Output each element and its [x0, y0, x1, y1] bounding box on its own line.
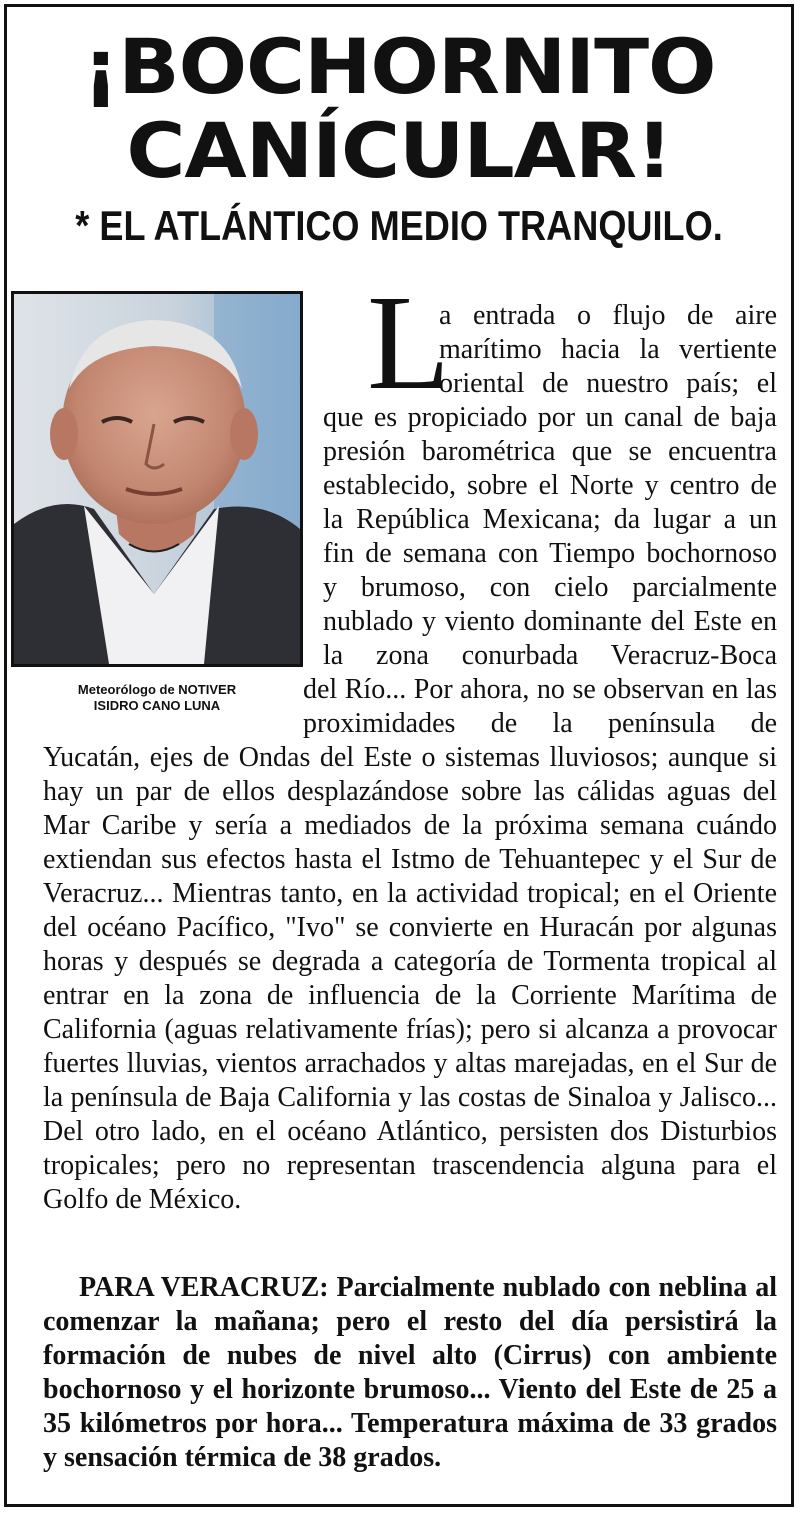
paragraph-1-right-column: que es propiciado por un canal de baja presión barométrica que se encuentra establecido, sobre el Norte y centro de la República Mexicana; da lugar a un fin de semana con Tiempo bochornoso y brumoso, con cielo parcialmente nublado y viento dominante del Este en la zona conurbada Veracruz-Boca	[323, 402, 777, 671]
paragraph-1-full-width: Yucatán, ejes de Ondas del Este o sistemas lluviosos; aunque si hay un par de ellos desplazándose sobre las cálidas aguas del Mar Caribe y sería a mediados de la próxima semana cuándo extiendan sus efectos hasta el Istmo de Tehuantepec y el Sur de Veracruz... Mientras tanto, en la actividad tropical; en el Oriente del océano Pacífico, "Ivo" se convierte en Huracán por algunas horas y después se degrada a categoría de Tormenta tropical al entrar en la zona de influencia de la Corriente Marítima de California (aguas relativamente frías); pero si alcanza a provocar fuertes lluvias, vientos arrachados y altas marejadas, en el Sur de la península de Baja California y las costas de Sinaloa y Jalisco... Del otro lado, en el océano Atlántico, persisten dos Disturbios tropicales; pero no representan trascendencia alguna para el Golfo de México.	[43, 742, 777, 1215]
photo-caption-line-1: Meteorólogo de NOTIVER	[77, 682, 237, 697]
author-photo	[11, 291, 303, 667]
photo-caption	[11, 682, 303, 714]
photo-caption-line-2: ISIDRO CANO LUNA	[93, 698, 221, 713]
headline	[4, 22, 794, 195]
drop-cap: L	[367, 268, 451, 418]
subheadline: * EL ATLÁNTICO MEDIO TRANQUILO.	[75, 202, 723, 249]
paragraph-1-right-column-continued: del Río... Por ahora, no se observan en las proximidades de la península de	[303, 674, 777, 739]
portrait-illustration	[14, 294, 300, 664]
paragraph-1-dropcap-lines: a entrada o flujo de aire marítimo hacia la vertiente oriental de nuestro país; el	[439, 300, 777, 399]
headline-line-1: ¡BOCHORNITO	[82, 22, 716, 111]
article-frame	[4, 4, 794, 1507]
headline-line-2: CANÍCULAR!	[126, 106, 672, 195]
veracruz-forecast: PARA VERACRUZ: Parcialmente nublado con neblina al comenzar la mañana; pero el resto del día persistirá la formación de nubes de nivel alto (Cirrus) con ambiente bochornoso y el horizonte brumoso... Viento del Este de 25 a 35 kilómetros por hora... Temperatura máxima de 33 grados y sensación térmica de 38 grados.	[43, 1272, 777, 1473]
